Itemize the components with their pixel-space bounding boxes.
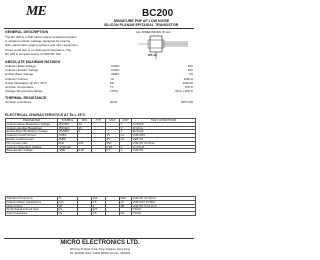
package-outline-icon	[136, 30, 194, 60]
package-dimension-note: ALL DIMENSIONS IN mm	[136, 30, 171, 34]
table-row: Collector-Base Capacitance Ccb 4.5 pF VCB=10V f=1MHz	[6, 200, 196, 204]
general-description-text: The BC 200 is a PNP silicon planar epitaxial transistor in miniature plastic package designed for hearing aids, pacemaker, paging systems and other equipment where small size is of paramount importance. The BC 200 is complementary to NPN BC 199.	[5, 35, 78, 56]
electrical-table	[5, 118, 196, 153]
abs-row: Storage Temperature Range TSTG -55 to +150°C	[5, 89, 193, 94]
subtitle-line-2: SILICON PLANAR EPITAXIAL TRANSISTOR	[104, 23, 179, 27]
thermal-heading: THERMAL RESISTANCE	[5, 96, 47, 100]
table-row: Emitter-Base Breakdown Voltage -BVEBO 5 V IE=10µA	[6, 130, 196, 134]
footer-rule	[4, 238, 194, 239]
abs-row: Emitter-Base Voltage -VEBO 5V	[5, 72, 193, 77]
table-row: DC Current Gain hFE 125 500 VCE=5V IC=2mA	[6, 141, 196, 145]
abs-row: Collector-Emitter Voltage -VCEO 25V	[5, 68, 193, 73]
table-header-row: PARAMETER SYMBOL MIN TYP MAX UNIT TEST CONDITIONS	[6, 119, 196, 123]
company-logo: ME	[26, 4, 46, 19]
electrical-heading: ELECTRICAL CHARACTERISTICS AT Ta = 25°C	[5, 113, 86, 117]
footer-address: 38 Hung To Road, Kwun Tong, Kowloon, Hong Kong	[69, 248, 131, 251]
electrical-table-wrap	[5, 118, 195, 153]
abs-row: Junction Temperature TJ 150°C	[5, 84, 193, 89]
footer-contact: Tel: 3430421 Telex: 44244 MICRO HX Fax: 3410321	[69, 252, 131, 255]
absolute-max-heading: ABSOLUTE MAXIMUM RATINGS	[5, 60, 61, 64]
footer-company: MICRO ELECTRONICS LTD.	[60, 240, 140, 246]
part-number: BC200	[142, 8, 174, 19]
small-signal-table	[5, 196, 196, 216]
subtitle-line-1: MINIATURE PNP AF LOW NOISE	[114, 19, 170, 23]
table-row: Input Impedance hie 4.5 kΩ f=1kHz	[6, 212, 196, 216]
table-row: Emitter Cutoff Current -IEBO 15 nA VEB=4V	[6, 137, 196, 141]
table-row: Collector Cutoff Current -ICBO 15 nA VCB=30V	[6, 134, 196, 138]
header-rule	[4, 28, 194, 29]
abs-row: Power Dissipation @ Ta = 25°C PD 200mW	[5, 80, 193, 85]
table-row: Collector Saturation Voltage -VCE(sat) 0.25 V IC=10mA	[6, 145, 196, 149]
thermal-row: Junction to Ambient RθJA 625°C/W	[5, 100, 193, 104]
absolute-max-list	[5, 64, 193, 93]
table-row: Transition Frequency fT 150 MHz VCE=5V IC=10mA	[6, 197, 196, 201]
abs-row: Collector-Base Voltage -VCBO 30V	[5, 64, 193, 68]
abs-row: Collector Current -IC 100mA	[5, 76, 193, 81]
table-row: Small Signal Current Gain hfe 220 f=1kHz	[6, 208, 196, 212]
general-description-heading: GENERAL DESCRIPTION	[5, 30, 49, 34]
table-row: Collector-Base Breakdown Voltage -BVCBO 30 V IC=10µA	[6, 122, 196, 126]
table-row: Collector-Emitter Breakdown -BVCEO 25 V IC=2mA	[6, 126, 196, 130]
table-row: Base-Emitter Voltage -VBE 0.55 0.7 V VCE=5V	[6, 149, 196, 153]
package-label: MT-40	[148, 53, 157, 57]
small-signal-table-wrap	[5, 196, 195, 216]
package-drawing	[136, 30, 194, 60]
table-row: Noise Figure NF 2 dB VCE=5V IC=0.2mA	[6, 204, 196, 208]
